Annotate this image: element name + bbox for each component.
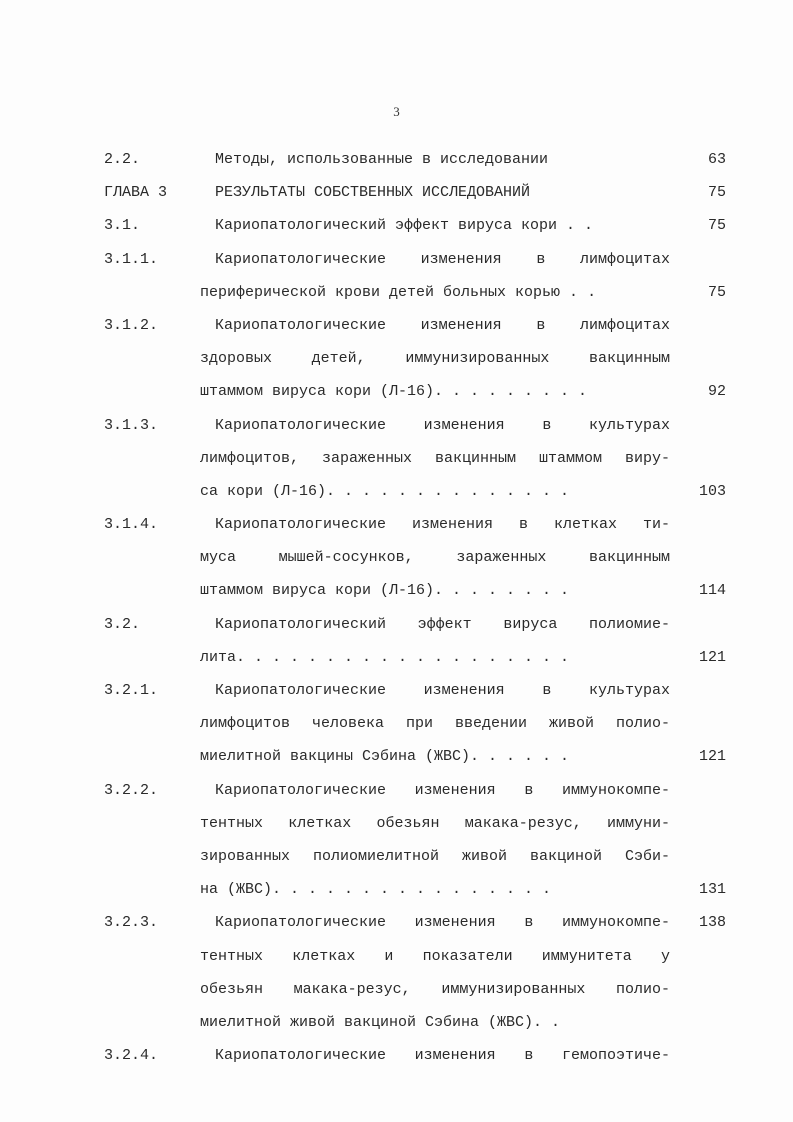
toc-section-number: 3.2.1.: [104, 682, 159, 699]
toc-line: [104, 1042, 726, 1075]
toc-title-text: Кариопатологические изменения в клетках ти-: [215, 516, 670, 534]
toc-line: [104, 876, 726, 909]
toc-title-text: штаммом вируса кори (Л-16). . . . . . . . .: [200, 383, 588, 401]
toc-title-text: зированных полиомиелитной живой вакциной Сэби-: [200, 847, 670, 865]
toc-title-text: лимфоцитов человека при введении живой полио-: [200, 715, 670, 733]
toc-line: [104, 445, 726, 478]
toc-line: [104, 511, 726, 544]
toc-page-number: 138: [698, 914, 726, 932]
toc-entry: [104, 212, 726, 245]
toc-entry: [104, 1042, 726, 1075]
toc-entry: [104, 909, 726, 1042]
toc-title-text: лита. . . . . . . . . . . . . . . . . . .: [200, 648, 570, 666]
toc-section-number: 2.2.: [104, 151, 141, 168]
toc-title-text: Кариопатологический эффект вируса полиомие-: [215, 615, 670, 633]
toc-section-number: 3.2.2.: [104, 781, 159, 799]
toc-title-text: обезьян макака-резус, иммунизированных полио-: [200, 980, 670, 998]
toc-line: [104, 710, 726, 743]
toc-page-number: 75: [707, 283, 726, 301]
toc-line: [104, 976, 726, 1009]
toc-page-number: 75: [707, 217, 726, 235]
toc-title-text: РЕЗУЛЬТАТЫ СОБСТВЕННЫХ ИССЛЕДОВАНИЙ: [215, 184, 531, 202]
toc-line: [104, 677, 726, 710]
toc-section-number: 3.2.4.: [104, 1047, 159, 1065]
toc-section-number: 3.1.4.: [104, 516, 159, 534]
toc-page-number: 103: [698, 482, 726, 500]
toc-title-text: Кариопатологические изменения в лимфоцитах: [215, 250, 670, 268]
toc-title-text: лимфоцитов, зараженных вакцинным штаммом виру-: [200, 449, 670, 467]
toc-entry: [104, 312, 726, 412]
toc-title-text: Кариопатологические изменения в иммунокомпе-: [215, 781, 670, 799]
toc-entry: [104, 146, 726, 179]
page-number: 3: [393, 104, 400, 119]
toc-line: [104, 412, 726, 445]
toc-title-text: Кариопатологический эффект вируса кори . .: [215, 217, 594, 235]
toc-section-number: ГЛАВА 3: [104, 184, 168, 202]
toc-page-number: 75: [707, 184, 726, 202]
toc-line: [104, 777, 726, 810]
toc-line: [104, 179, 726, 212]
toc-section-number: 3.1.1.: [104, 250, 159, 268]
toc-line: [104, 146, 726, 179]
toc-page-number: 63: [707, 151, 726, 168]
toc-section-number: 3.2.: [104, 615, 141, 633]
toc-title-text: миелитной вакцины Сэбина (ЖВС). . . . . .: [200, 748, 570, 766]
toc-entry: [104, 777, 726, 910]
toc-line: [104, 246, 726, 279]
toc-title-text: периферической крови детей больных корью . .: [200, 283, 597, 301]
toc-page-number: 131: [698, 881, 726, 899]
toc-entry: [104, 179, 726, 212]
toc-line: [104, 544, 726, 577]
toc-line: [104, 611, 726, 644]
toc-title-text: штаммом вируса кори (Л-16). . . . . . . .: [200, 582, 570, 600]
toc-section-number: 3.1.3.: [104, 416, 159, 434]
toc-section-number: 3.1.: [104, 217, 141, 235]
toc-line: [104, 345, 726, 378]
toc-entry: [104, 412, 726, 512]
toc-page-number: 121: [698, 648, 726, 666]
toc-title-text: здоровых детей, иммунизированных вакцинным: [200, 350, 670, 368]
toc-line: [104, 212, 726, 245]
toc-line: [104, 478, 726, 511]
toc-title-text: Кариопатологические изменения в лимфоцитах: [215, 316, 670, 334]
toc-title-text: муса мышей-сосунков, зараженных вакцинным: [200, 549, 670, 567]
toc-line: [104, 943, 726, 976]
toc-page-number: 92: [707, 383, 726, 401]
toc-line: [104, 843, 726, 876]
toc-title-text: Кариопатологические изменения в культурах: [215, 416, 670, 434]
toc-entry: [104, 511, 726, 611]
toc-title-text: на (ЖВС). . . . . . . . . . . . . . . .: [200, 881, 552, 899]
toc-line: [104, 743, 726, 776]
toc-line: [104, 312, 726, 345]
toc-line: [104, 1009, 726, 1042]
toc-line: [104, 644, 726, 677]
toc-title-text: Методы, использованные в исследовании: [215, 151, 549, 168]
toc-title-text: са кори (Л-16). . . . . . . . . . . . . .: [200, 482, 570, 500]
toc-line: [104, 279, 726, 312]
toc-page-number: 121: [698, 748, 726, 766]
toc-title-text: миелитной живой вакциной Сэбина (ЖВС). .: [200, 1013, 561, 1031]
toc-title-text: Кариопатологические изменения в гемопоэтиче-: [215, 1047, 670, 1065]
toc-line: [104, 909, 726, 942]
toc-entry: [104, 246, 726, 312]
toc-line: [104, 577, 726, 610]
toc-title-text: тентных клетках и показатели иммунитета у: [200, 947, 670, 965]
toc-section-number: 3.2.3.: [104, 914, 159, 932]
toc-title-text: Кариопатологические изменения в иммунокомпе-: [215, 914, 670, 932]
toc-entry: [104, 677, 726, 777]
toc-section-number: 3.1.2.: [104, 316, 159, 334]
table-of-contents: [104, 146, 726, 1075]
toc-entry: [104, 611, 726, 677]
toc-title-text: Кариопатологические изменения в культурах: [215, 682, 670, 699]
toc-page-number: 114: [698, 582, 726, 600]
toc-title-text: тентных клетках обезьян макака-резус, иммуни-: [200, 814, 670, 832]
toc-line: [104, 810, 726, 843]
toc-line: [104, 378, 726, 411]
